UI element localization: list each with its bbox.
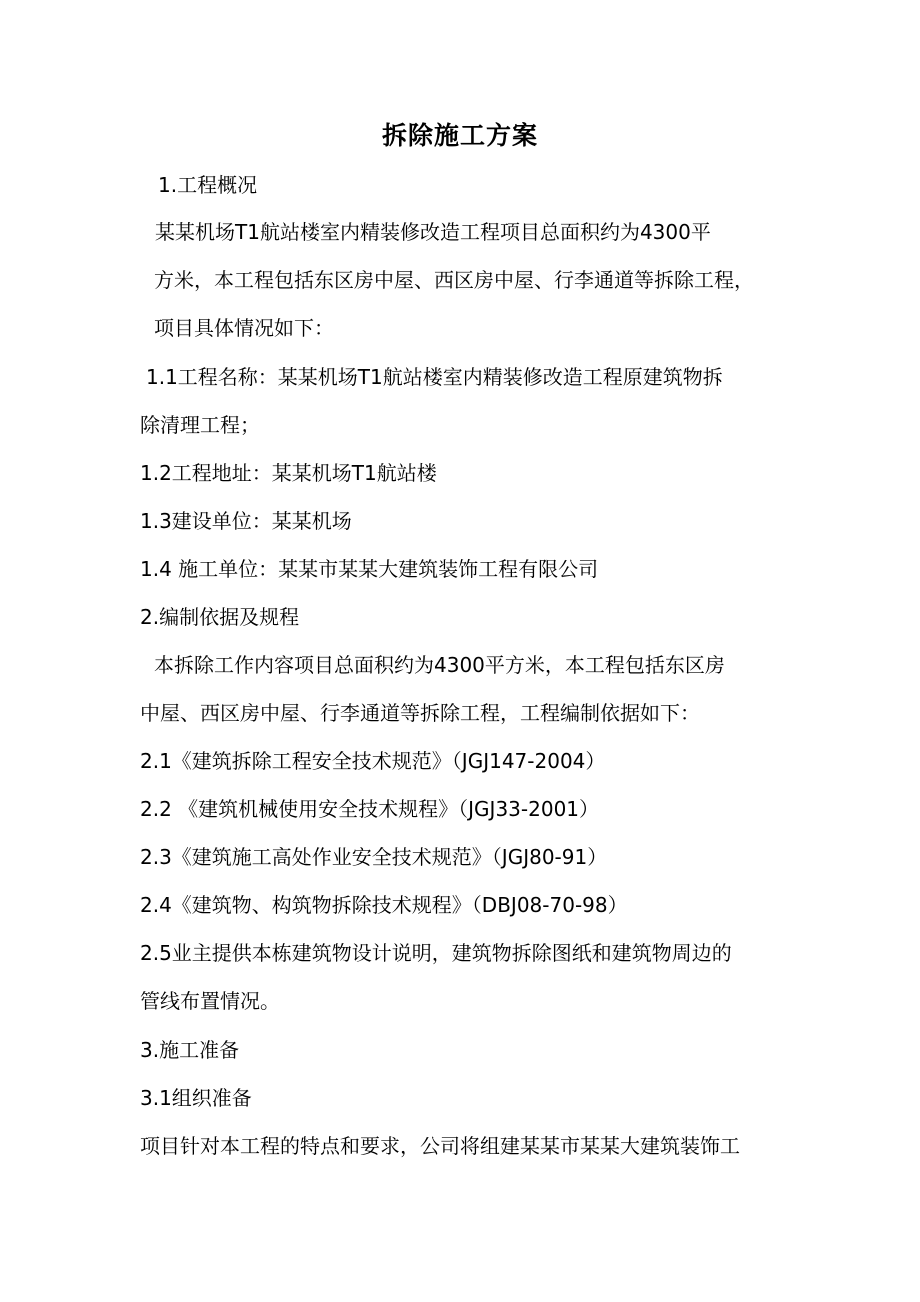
paragraph-line: 本拆除工作内容项目总面积约为4300平方米，本工程包括东区房 — [154, 653, 725, 677]
paragraph-line: 管线布置情况。 — [140, 989, 280, 1013]
reference-line: 2.2 《建筑机械使用安全技术规程》（JGJ33-2001） — [140, 797, 600, 821]
section-2-heading: 2.编制依据及规程 — [140, 605, 300, 629]
subsection-heading: 3.1组织准备 — [140, 1086, 252, 1110]
paragraph-line: 1.2工程地址：某某机场T1航站楼 — [140, 461, 437, 485]
reference-line: 2.3《建筑施工高处作业安全技术规范》（JGJ80-91） — [140, 845, 608, 869]
paragraph-line: 除清理工程； — [140, 413, 260, 437]
paragraph-line: 方米，本工程包括东区房中屋、西区房中屋、行李通道等拆除工程， — [154, 268, 754, 292]
paragraph-line: 项目具体情况如下： — [154, 316, 334, 340]
section-1-heading: 1.工程概况 — [158, 173, 258, 197]
paragraph-line: 1.3建设单位：某某机场 — [140, 509, 352, 533]
reference-line: 2.1《建筑拆除工程安全技术规范》（JGJ147-2004） — [140, 749, 606, 773]
document-title: 拆除施工方案 — [381, 121, 538, 150]
paragraph-line: 2.5业主提供本栋建筑物设计说明，建筑物拆除图纸和建筑物周边的 — [140, 941, 732, 965]
paragraph-line: 项目针对本工程的特点和要求，公司将组建某某市某某大建筑装饰工 — [140, 1134, 740, 1158]
section-3-heading: 3.施工准备 — [140, 1038, 240, 1062]
paragraph-line: 1.1工程名称：某某机场T1航站楼室内精装修改造工程原建筑物拆 — [146, 365, 723, 389]
paragraph-line: 1.4 施工单位：某某市某某大建筑装饰工程有限公司 — [140, 557, 599, 581]
paragraph-line: 中屋、西区房中屋、行李通道等拆除工程，工程编制依据如下： — [140, 701, 700, 725]
reference-line: 2.4《建筑物、构筑物拆除技术规程》（DBJ08-70-98） — [140, 893, 628, 917]
paragraph-line: 某某机场T1航站楼室内精装修改造工程项目总面积约为4300平 — [155, 220, 711, 244]
